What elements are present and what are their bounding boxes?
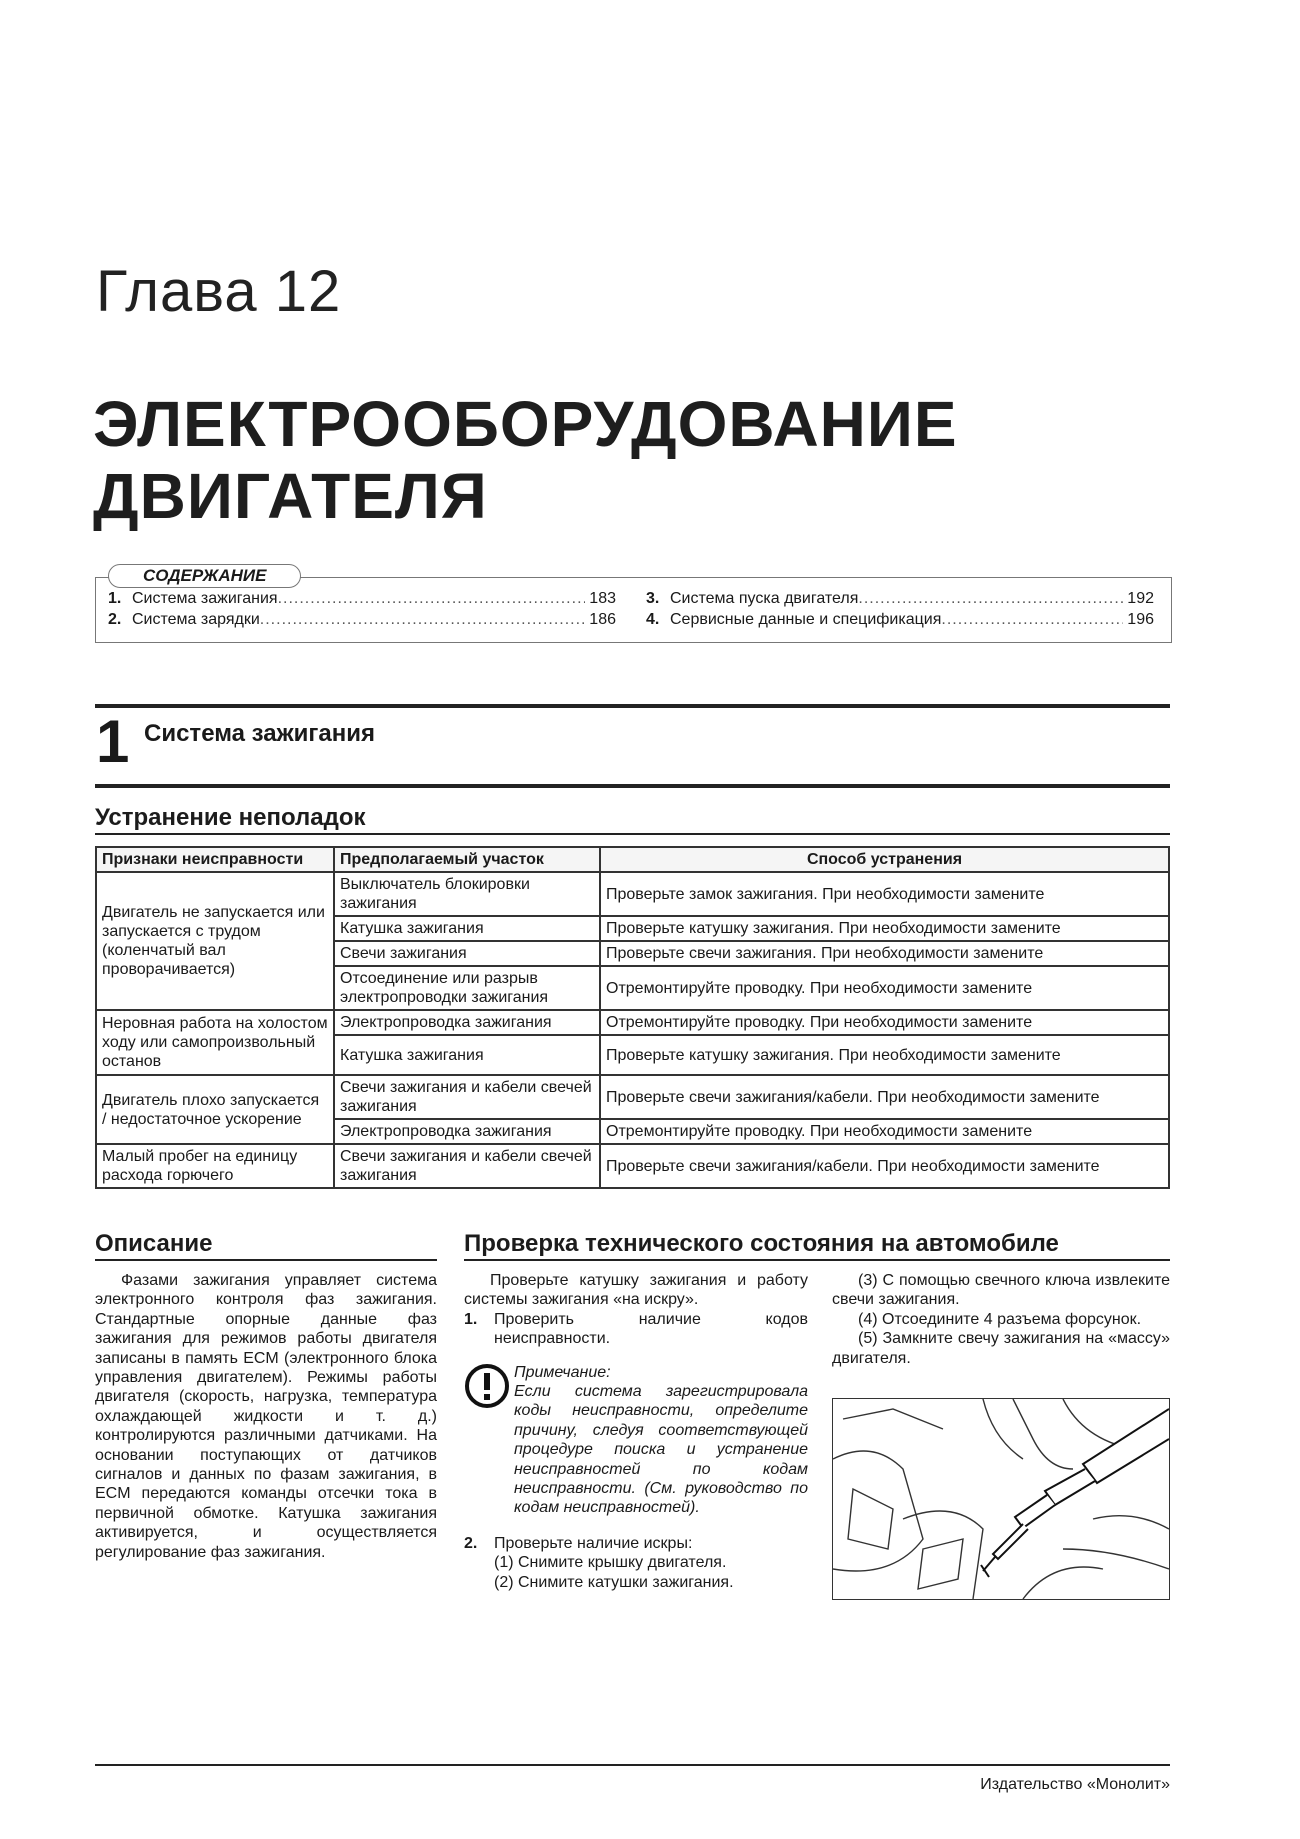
troubleshooting-heading: Устранение неполадок [95, 804, 366, 831]
publisher-footer: Издательство «Монолит» [980, 1776, 1170, 1793]
toc-item[interactable]: 3. Система пуска двигателя ..... 192 [646, 588, 1154, 610]
heading-underline [464, 1259, 1170, 1261]
chapter-title [93, 388, 1193, 532]
chapter-title-line1: ЭЛЕКТРООБОРУДОВАНИЕ [93, 388, 958, 460]
fix-cell: Проверьте катушку зажигания. При необходимости замените [600, 1035, 1169, 1075]
toc-item[interactable]: 4. Сервисные данные и спецификация ..... 196 [646, 609, 1154, 631]
substep: (5) Замкните свечу зажигания на «массу» двигателя. [832, 1330, 1170, 1367]
check-heading: Проверка технического состояния на автомобиле [464, 1230, 1059, 1257]
table-row [96, 1144, 1169, 1188]
section-bottom-rule [95, 784, 1170, 788]
substep: (2) Снимите катушки зажигания. [494, 1573, 734, 1591]
substep: (4) Отсоедините 4 разъема форсунок. [858, 1310, 1142, 1328]
note-text: Если система зарегистрировала коды неисправности, определите причину, следуя соответствующей процедуре поиска и устранение неисправностей по кодам неисправности. (См. руководство по кодам неисправностей). [514, 1383, 808, 1517]
substep: (1) Снимите крышку двигателя. [494, 1554, 727, 1572]
section-top-rule [95, 704, 1170, 708]
substep: (3) С помощью свечного ключа извлеките свечи зажигания. [832, 1272, 1170, 1309]
symptom-cell: Двигатель не запускается или запускается с трудом (коленчатый вал проворачивается) [96, 872, 334, 1010]
column-header: Предполагаемый участок [334, 847, 600, 872]
check-intro: Проверьте катушку зажигания и работу системы зажигания «на искру». [464, 1272, 808, 1309]
area-cell: Выключатель блокировки зажигания [334, 872, 600, 916]
fix-cell: Проверьте свечи зажигания/кабели. При необходимости замените [600, 1075, 1169, 1119]
fix-cell: Проверьте замок зажигания. При необходимости замените [600, 872, 1169, 916]
symptom-cell: Неровная работа на холостом ходу или самопроизвольный останов [96, 1010, 334, 1075]
fix-cell: Проверьте свечи зажигания. При необходимости замените [600, 941, 1169, 966]
area-cell: Свечи зажигания и кабели свечей зажигания [334, 1144, 600, 1188]
check-right-column [832, 1271, 1170, 1368]
check-step-1: 1. Проверить наличие кодов неисправности. [464, 1310, 808, 1348]
area-cell: Свечи зажигания и кабели свечей зажигания [334, 1075, 600, 1119]
section-number: 1 [96, 708, 130, 775]
description-text: Фазами зажигания управляет система электронного контроля фаз зажигания. Стандартные опорные данные фаз зажигания для режимов работы двигателя записаны в память ECM (электронного блока управления двигателем). Режимы работы двигателя (скорость, нагрузка, температура охлаждающей жидкости и т. д.) контролируются различными датчиками. На основании поступающих от датчиков сигналов и данных по фазам зажигания, в ECM передаются команды отсечки тока в первичной обмотке. Катушка зажигания активируется, и осуществляется регулирование фаз зажигания. [95, 1272, 437, 1561]
area-cell: Катушка зажигания [334, 1035, 600, 1075]
area-cell: Катушка зажигания [334, 916, 600, 941]
fix-cell: Отремонтируйте проводку. При необходимости замените [600, 1119, 1169, 1144]
area-cell: Отсоединение или разрыв электропроводки зажигания [334, 966, 600, 1010]
toc-item[interactable]: 2. Система зарядки ..... 186 [108, 609, 616, 631]
fix-cell: Проверьте свечи зажигания/кабели. При необходимости замените [600, 1144, 1169, 1188]
description-heading: Описание [95, 1230, 213, 1257]
table-row [96, 1010, 1169, 1035]
symptom-cell: Малый пробег на единицу расхода горючего [96, 1144, 334, 1188]
column-header: Признаки неисправности [96, 847, 334, 872]
note-title: Примечание: [514, 1363, 611, 1381]
area-cell: Свечи зажигания [334, 941, 600, 966]
heading-underline [95, 833, 1170, 835]
fix-cell: Отремонтируйте проводку. При необходимости замените [600, 966, 1169, 1010]
table-row [96, 872, 1169, 916]
table-header-row [96, 847, 1169, 872]
note-block [464, 1363, 808, 1518]
contents-label: СОДЕРЖАНИЕ [108, 564, 301, 588]
fix-cell: Отремонтируйте проводку. При необходимости замените [600, 1010, 1169, 1035]
check-left-column [464, 1271, 808, 1592]
area-cell: Электропроводка зажигания [334, 1010, 600, 1035]
chapter-title-line2: ДВИГАТЕЛЯ [93, 460, 488, 532]
fix-cell: Проверьте катушку зажигания. При необходимости замените [600, 916, 1169, 941]
column-header: Способ устранения [600, 847, 1169, 872]
toc-item[interactable]: 1. Система зажигания ..... 183 [108, 588, 616, 610]
section-title: Система зажигания [144, 720, 375, 747]
area-cell: Электропроводка зажигания [334, 1119, 600, 1144]
symptom-cell: Двигатель плохо запускается / недостаточное ускорение [96, 1075, 334, 1144]
chapter-number: Глава 12 [96, 259, 342, 324]
troubleshooting-table [95, 846, 1170, 1189]
check-step-2: 2. Проверьте наличие искры: [464, 1534, 693, 1552]
heading-underline [95, 1259, 437, 1261]
table-row [96, 1075, 1169, 1119]
warning-icon [464, 1363, 514, 1413]
spark-plug-illustration [832, 1398, 1170, 1600]
footer-rule [95, 1764, 1170, 1766]
